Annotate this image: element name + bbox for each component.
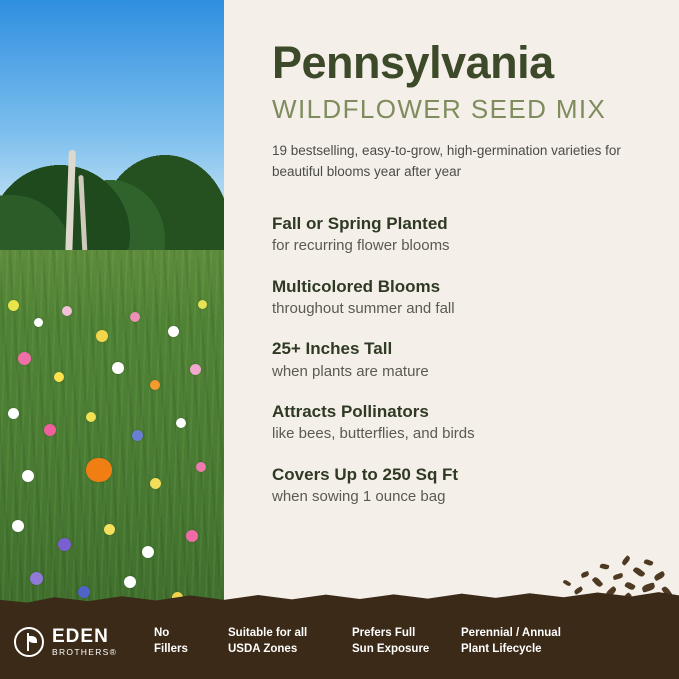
footer-feature-sun <box>352 626 461 657</box>
footer-feature-fillers <box>154 626 228 657</box>
bloom-white <box>22 470 34 482</box>
brand-logo <box>14 627 154 657</box>
list-item <box>272 213 649 256</box>
bloom-pink <box>44 424 56 436</box>
feature-title: Covers Up to 250 Sq Ft <box>272 464 459 484</box>
bloom-white <box>12 520 24 532</box>
apple-leaf-icon <box>14 627 44 657</box>
feature-subtitle: like bees, butterflies, and birds <box>272 425 475 443</box>
list-item <box>272 401 649 444</box>
page-title: Pennsylvania <box>272 37 554 88</box>
bloom-white <box>168 326 179 337</box>
bloom-yellow <box>150 478 161 489</box>
feature-title: 25+ Inches Tall <box>272 339 393 359</box>
bloom-yellow <box>8 300 19 311</box>
bloom-pink <box>190 364 201 375</box>
footer-feature-lifecycle <box>461 626 595 657</box>
bloom-yellow <box>198 300 207 309</box>
bloom-white <box>142 546 154 558</box>
feature-title: Multicolored Blooms <box>272 276 441 296</box>
meadow-photo <box>0 0 224 612</box>
bloom-yellow <box>54 372 64 382</box>
bloom-poppy-orange <box>86 458 112 482</box>
bloom-blue <box>132 430 143 441</box>
footer-feature-line1: No <box>154 626 170 639</box>
brand-subname: BROTHERS® <box>52 646 118 657</box>
footer-feature-line2: Fillers <box>154 642 188 655</box>
feature-title: Fall or Spring Planted <box>272 213 448 233</box>
feature-subtitle: for recurring flower blooms <box>272 237 450 255</box>
bloom-white <box>112 362 124 374</box>
bloom-yellow <box>104 524 115 535</box>
bloom-orange <box>150 380 160 390</box>
bloom-white <box>124 576 136 588</box>
feature-subtitle: throughout summer and fall <box>272 299 455 317</box>
bloom-white <box>8 408 19 419</box>
list-item <box>272 338 649 381</box>
bloom-white <box>176 418 186 428</box>
meadow-region <box>0 250 224 612</box>
product-subtitle: WILDFLOWER SEED MIX <box>272 94 607 124</box>
list-item <box>272 464 649 507</box>
bloom-pink <box>62 306 72 316</box>
bloom-white <box>34 318 43 327</box>
bloom-purple <box>58 538 71 551</box>
bloom-yellow <box>96 330 108 342</box>
bloom-yellow <box>86 412 96 422</box>
bloom-pink <box>196 462 206 472</box>
footer-feature-line1: Suitable for all <box>228 626 308 639</box>
bloom-pink <box>18 352 31 365</box>
product-blurb: 19 bestselling, easy-to-grow, high-germination varieties for beautiful blooms year after year <box>272 143 621 179</box>
footer-feature-line1: Prefers Full <box>352 626 416 639</box>
bloom-blue <box>78 586 90 598</box>
footer-feature-line2: Plant Lifecycle <box>461 642 542 655</box>
product-details-panel <box>224 0 679 612</box>
brand-name: EDEN <box>52 625 109 647</box>
list-item <box>272 276 649 319</box>
footer-bar <box>0 604 679 679</box>
feature-subtitle: when plants are mature <box>272 362 429 380</box>
bloom-pink <box>130 312 140 322</box>
bloom-purple <box>30 572 43 585</box>
footer-feature-line1: Perennial / Annual <box>461 626 561 639</box>
footer-feature-zones <box>228 626 352 657</box>
feature-title: Attracts Pollinators <box>272 402 429 422</box>
feature-subtitle: when sowing 1 ounce bag <box>272 488 446 506</box>
bloom-pink <box>186 530 198 542</box>
footer-feature-line2: USDA Zones <box>228 642 298 655</box>
footer-feature-line2: Sun Exposure <box>352 642 430 655</box>
feature-list <box>272 213 649 507</box>
